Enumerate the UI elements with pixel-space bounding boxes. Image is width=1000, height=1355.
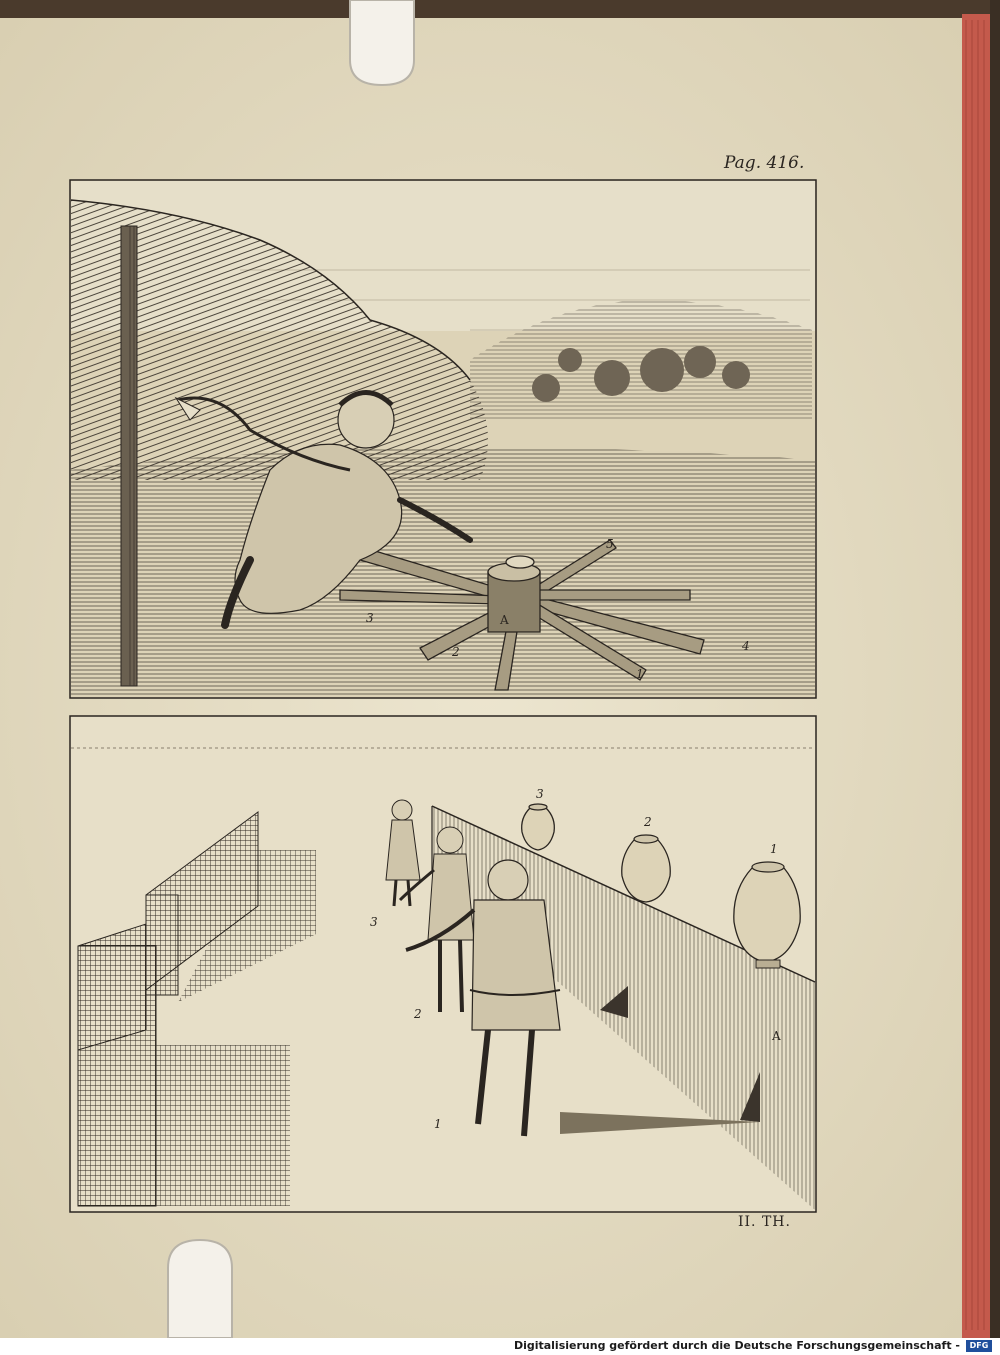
upper-label-5: 5 [606,537,614,551]
upper-plate [70,180,816,698]
footer-bar [0,1338,1000,1355]
lower-label-boy-1: 1 [434,1117,442,1131]
digitization-credit: Digitalisierung gefördert durch die Deutsche Forschungsgemeinschaft - [513,1339,960,1352]
lower-label-vase-1: 1 [770,842,778,856]
lower-label-boy-3: 3 [370,915,378,929]
page-number: Pag. 416. [724,153,805,173]
upper-label-1: 1 [636,667,644,681]
upper-label-a: A [500,613,509,627]
upper-label-4: 4 [742,639,750,653]
lower-label-vase-2: 2 [644,815,652,829]
lower-label-boy-2: 2 [414,1007,422,1021]
lower-label-vase-3: 3 [536,787,544,801]
plate-mark: II. TH. [738,1214,791,1230]
lower-label-a: A [772,1029,781,1043]
dfg-logo: DFG [966,1340,992,1352]
upper-label-2: 2 [452,645,460,659]
lower-plate [70,716,816,1212]
upper-label-3: 3 [366,611,374,625]
